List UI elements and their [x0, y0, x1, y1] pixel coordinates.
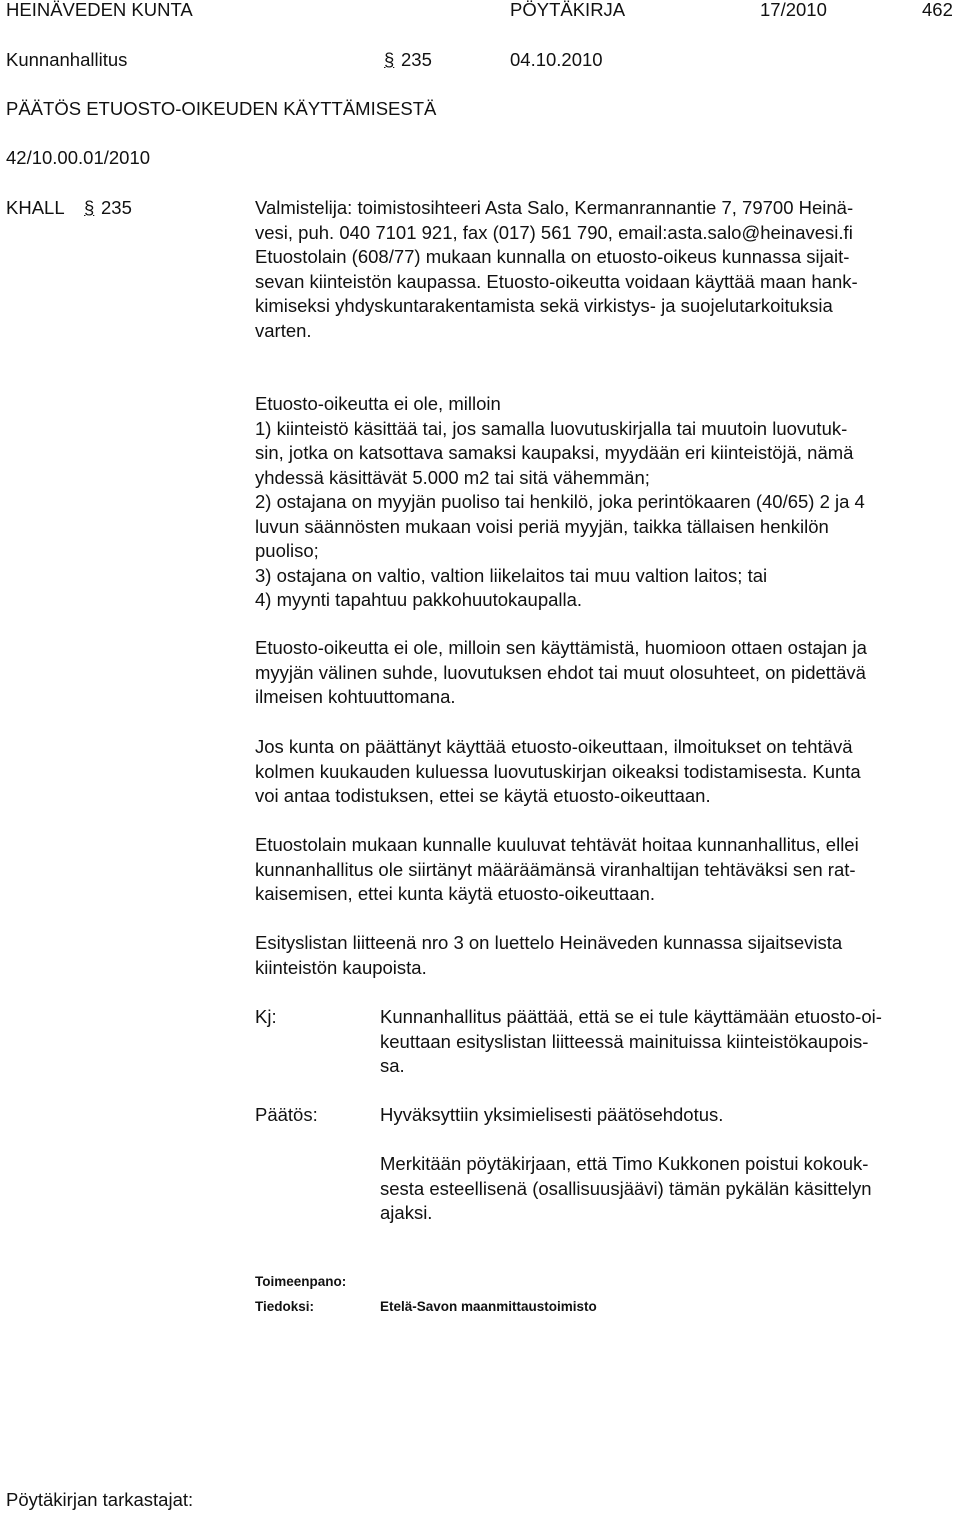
text-line: Merkitään pöytäkirjaan, että Timo Kukkonen poistui kokouk- [380, 1153, 869, 1174]
text-line: Valmistelija: toimistosihteeri Asta Salo, Kermanrannantie 7, 79700 Heinä- [255, 197, 854, 218]
paragraph-preemption-right [255, 245, 960, 343]
implementation-label: Toimeenpano: [255, 1274, 347, 1289]
paragraph-exceptions [255, 392, 960, 613]
text-line: voi antaa todistuksen, ettei se käytä etuosto-oikeuttaan. [255, 785, 711, 806]
text-line: Esityslistan liitteenä nro 3 on luettelo Heinäveden kunnassa sijaitsevista [255, 932, 843, 953]
text-line: Kunnanhallitus päättää, että se ei tule käyttämään etuosto-oi- [380, 1006, 882, 1027]
text-line: kolmen kuukauden kuluessa luovutuskirjan oikeaksi todistamisesta. Kunta [255, 760, 861, 782]
text-line: sevan kiinteistön kaupassa. Etuosto-oikeutta voidaan käyttää maan hank- [255, 270, 858, 292]
page-number: 462 [922, 0, 953, 20]
text-line: 1) kiinteistö käsittää tai, jos samalla luovutuskirjalla tai muutoin luovutuk- [255, 417, 848, 439]
paragraph-notification [255, 735, 960, 809]
proposal-text [380, 1005, 960, 1079]
text-line: luvun säännösten mukaan voisi periä myyjän, taikka tällaisen henkilön [255, 515, 829, 537]
paragraph-attachment [255, 931, 960, 980]
text-line: sin, jotka on katsottava samaksi kaupaksi, myydään eri kiinteistöjä, nämä [255, 442, 854, 463]
text-line: 2) ostajana on myyjän puoliso tai henkilö, joka perintökaaren (40/65) 2 ja 4 [255, 491, 865, 512]
text-line: kaisemisen, ettei kunta käytä etuosto-oikeuttaan. [255, 883, 656, 904]
text-line: Etuostolain (608/77) mukaan kunnalla on etuosto-oikeus kunnassa sijait- [255, 246, 850, 267]
record-number: 42/10.00.01/2010 [6, 147, 151, 168]
proposal-label: Kj: [255, 1006, 277, 1027]
header-section-number: 235 [401, 49, 432, 70]
section-label: KHALL [6, 197, 65, 218]
decision-note [380, 1152, 960, 1226]
text-line: yhdessä käsittävät 5.000 m2 tai sitä vähemmän; [255, 466, 650, 488]
paragraph-responsibility [255, 833, 960, 907]
decision-label: Päätös: [255, 1104, 318, 1125]
meeting-date: 04.10.2010 [510, 49, 603, 70]
text-line: sesta esteellisenä (osallisuusjäävi) tämän pykälän käsittelyn [380, 1177, 872, 1199]
document-number: 17/2010 [760, 0, 827, 20]
text-line: Jos kunta on päättänyt käyttää etuosto-oikeuttaan, ilmoitukset on tehtävä [255, 736, 853, 757]
preparer-block [255, 196, 960, 245]
for-information-label: Tiedoksi: [255, 1299, 315, 1314]
text-line: kimiseksi yhdyskuntarakentamista sekä virkistys- ja suojelutarkoituksia [255, 295, 833, 316]
text-line: 4) myynti tapahtuu pakkohuutokaupalla. [255, 589, 583, 610]
meeting-body: Kunnanhallitus [6, 49, 128, 70]
paragraph-unreasonable [255, 636, 960, 710]
text-line: Etuosto-oikeutta ei ole, milloin [255, 393, 501, 414]
text-line: Etuosto-oikeutta ei ole, milloin sen käyttämistä, huomioon ottaen ostajan ja [255, 637, 867, 658]
text-line: vesi, puh. 040 7101 921, fax (017) 561 790, email:asta.salo@heinavesi.fi [255, 221, 853, 243]
for-information-recipient: Etelä-Savon maanmittaustoimisto [380, 1299, 597, 1314]
section-sign: § [384, 49, 395, 70]
decision-text: Hyväksyttiin yksimielisesti päätösehdotus. [380, 1104, 724, 1125]
text-line: keuttaan esityslistan liitteessä mainituissa kiinteistökaupois- [380, 1030, 869, 1052]
section-sign: § [84, 197, 95, 218]
text-line: kunnanhallitus ole siirtänyt määräämänsä viranhaltijan tehtäväksi sen rat- [255, 858, 856, 880]
text-line: 3) ostajana on valtio, valtion liikelaitos tai muu valtion laitos; tai [255, 564, 768, 586]
text-line: varten. [255, 319, 312, 341]
text-line: Etuostolain mukaan kunnalle kuuluvat tehtävät hoitaa kunnanhallitus, ellei [255, 834, 859, 855]
text-line: kiinteistön kaupoista. [255, 956, 427, 978]
document-type: PÖYTÄKIRJA [510, 0, 626, 20]
text-line: sa. [380, 1055, 405, 1076]
reviewers-label: Pöytäkirjan tarkastajat: [6, 1489, 194, 1510]
document-title: PÄÄTÖS ETUOSTO-OIKEUDEN KÄYTTÄMISESTÄ [6, 98, 437, 119]
text-line: ajaksi. [380, 1202, 433, 1223]
text-line: myyjän välinen suhde, luovutuksen ehdot tai muut olosuhteet, on pidettävä [255, 661, 866, 683]
text-line: ilmeisen kohtuuttomana. [255, 686, 456, 707]
org-name: HEINÄVEDEN KUNTA [6, 0, 193, 20]
text-line: puoliso; [255, 540, 319, 561]
section-number: 235 [101, 197, 132, 218]
